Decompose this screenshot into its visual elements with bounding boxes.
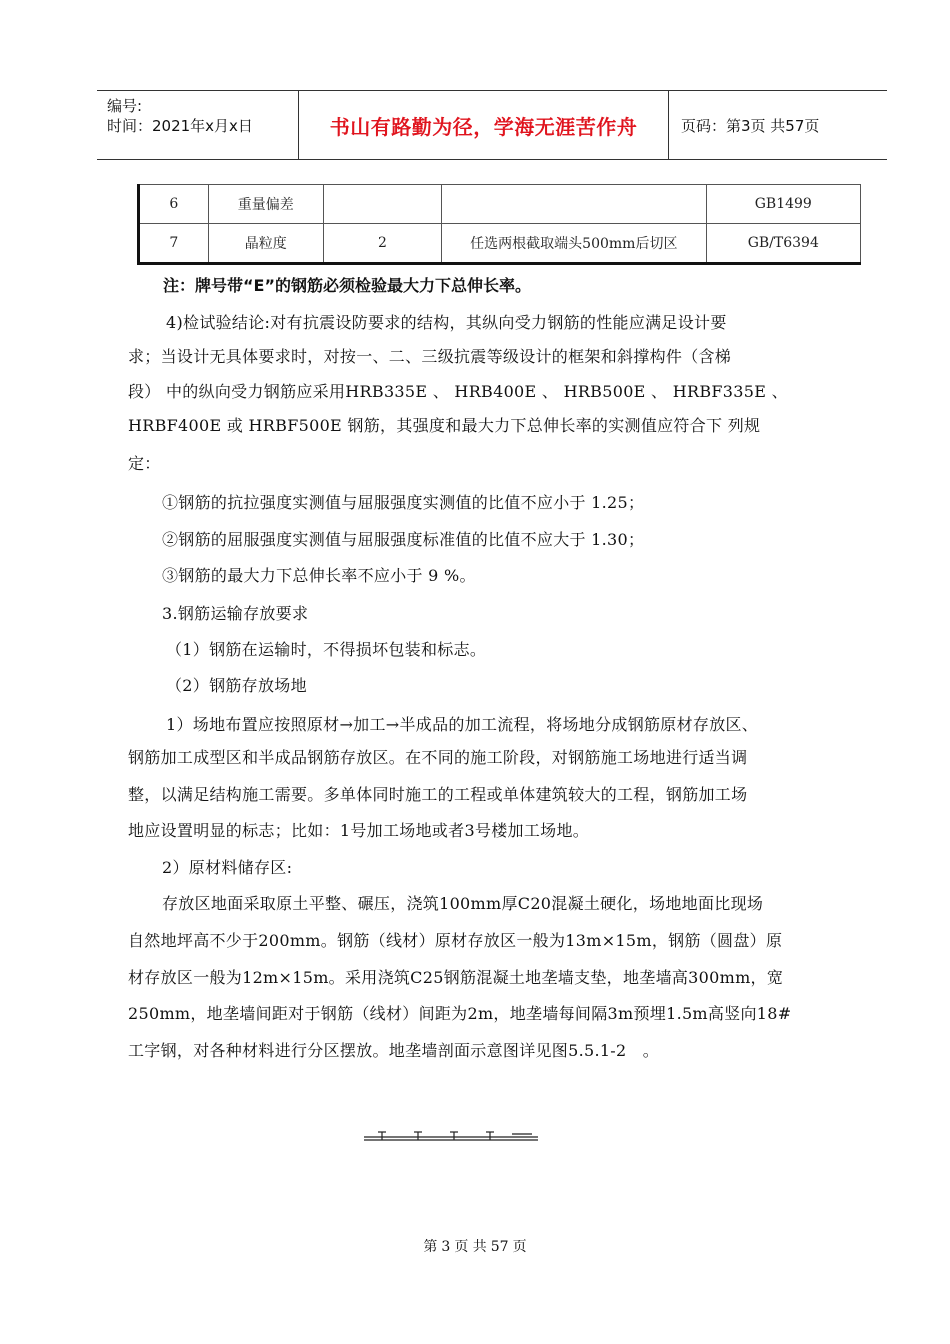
footer-page-number: 3 — [441, 1239, 451, 1255]
body-line: 自然地坪高不少于200mm。钢筋（线材）原材存放区一般为13m×15m，钢筋（圆盘）原 — [128, 931, 783, 950]
body-line: 地应设置明显的标志；比如：1号加工场地或者3号楼加工场地。 — [128, 821, 590, 840]
footer-mid: 页 共 — [454, 1239, 487, 1255]
footer-prefix: 第 — [423, 1239, 438, 1255]
header-page-info: 页码：第3页 共57页 — [681, 116, 820, 135]
body-line: 4)检试验结论:对有抗震设防要求的结构，其纵向受力钢筋的性能应满足设计要 — [166, 313, 727, 332]
page-header — [97, 90, 887, 160]
body-line: 整，以满足结构施工需要。多单体同时施工的工程或单体建筑较大的工程，钢筋加工场 — [128, 785, 748, 804]
number-label: 编号: — [107, 97, 143, 115]
table-row — [139, 224, 861, 264]
footer-total-pages: 57 — [490, 1239, 509, 1255]
body-line: （2）钢筋存放场地 — [166, 676, 307, 695]
table-row — [139, 185, 861, 224]
body-line: 材存放区一般为12m×15m。采用浇筑C25钢筋混凝土地垄墙支垫，地垄墙高300mm，宽 — [128, 968, 784, 987]
footer-suffix: 页 — [512, 1239, 527, 1255]
note-text: 注：牌号带“E”的钢筋必须检验最大力下总伸长率。 — [163, 276, 531, 295]
header-meta — [97, 91, 299, 159]
body-line: 2）原材料储存区: — [162, 858, 293, 877]
body-line: HRBF400E 或 HRBF500E 钢筋，其强度和最大力下总伸长率的实测值应符合下 列规 — [128, 416, 761, 435]
body-line: 存放区地面采取原土平整、碾压，浇筑100mm厚C20混凝土硬化，场地地面比现场 — [162, 894, 764, 913]
body-line: ③钢筋的最大力下总伸长率不应小于 9 %。 — [162, 566, 476, 585]
header-motto: 书山有路勤为径，学海无涯苦作舟 — [329, 114, 638, 139]
body-line: 250mm，地垄墙间距对于钢筋（线材）间距为2m，地垄墙每间隔3m预埋1.5m高竖向18# — [128, 1004, 792, 1023]
table-cell: GB/T6394 — [706, 224, 860, 264]
header-motto-cell — [299, 91, 669, 159]
body-line: 1）场地布置应按照原材→加工→半成品的加工流程，将场地分成钢筋原材存放区、 — [166, 715, 759, 734]
table-cell: 晶粒度 — [208, 224, 323, 264]
body-line: 钢筋加工成型区和半成品钢筋存放区。在不同的施工阶段，对钢筋施工场地进行适当调 — [128, 748, 748, 767]
body-line: （1）钢筋在运输时，不得损坏包装和标志。 — [166, 640, 487, 659]
time-label: 时间：2021年x月x日 — [107, 117, 253, 135]
body-line: ①钢筋的抗拉强度实测值与屈服强度实测值的比值不应小于 1.25； — [162, 493, 645, 512]
body-line: 求；当设计无具体要求时，对按一、二、三级抗震等级设计的框架和斜撑构件（含梯 — [128, 347, 732, 366]
body-line: 工字钢，对各种材料进行分区摆放。地垄墙剖面示意图详见图5.5.1-2 。 — [128, 1041, 660, 1060]
table-cell: 7 — [139, 224, 209, 264]
table-cell: 任选两根截取端头500mm后切区 — [442, 224, 706, 264]
table-cell: 重量偏差 — [208, 185, 323, 224]
table-cell: GB1499 — [706, 185, 860, 224]
table-cell — [323, 185, 441, 224]
table-cell — [442, 185, 706, 224]
ground-beam-section-figure — [362, 1128, 540, 1144]
body-line: 段） 中的纵向受力钢筋应采用HRB335E 、 HRB400E 、 HRB500E 、 HRBF335E 、 — [128, 382, 788, 401]
page-footer — [0, 1236, 950, 1256]
table-cell: 6 — [139, 185, 209, 224]
body-line: 定： — [128, 454, 161, 473]
section-heading: 3.钢筋运输存放要求 — [162, 604, 309, 623]
spec-table — [137, 184, 861, 265]
body-line: ②钢筋的屈服强度实测值与屈服强度标准值的比值不应大于 1.30； — [162, 530, 645, 549]
table-cell: 2 — [323, 224, 441, 264]
